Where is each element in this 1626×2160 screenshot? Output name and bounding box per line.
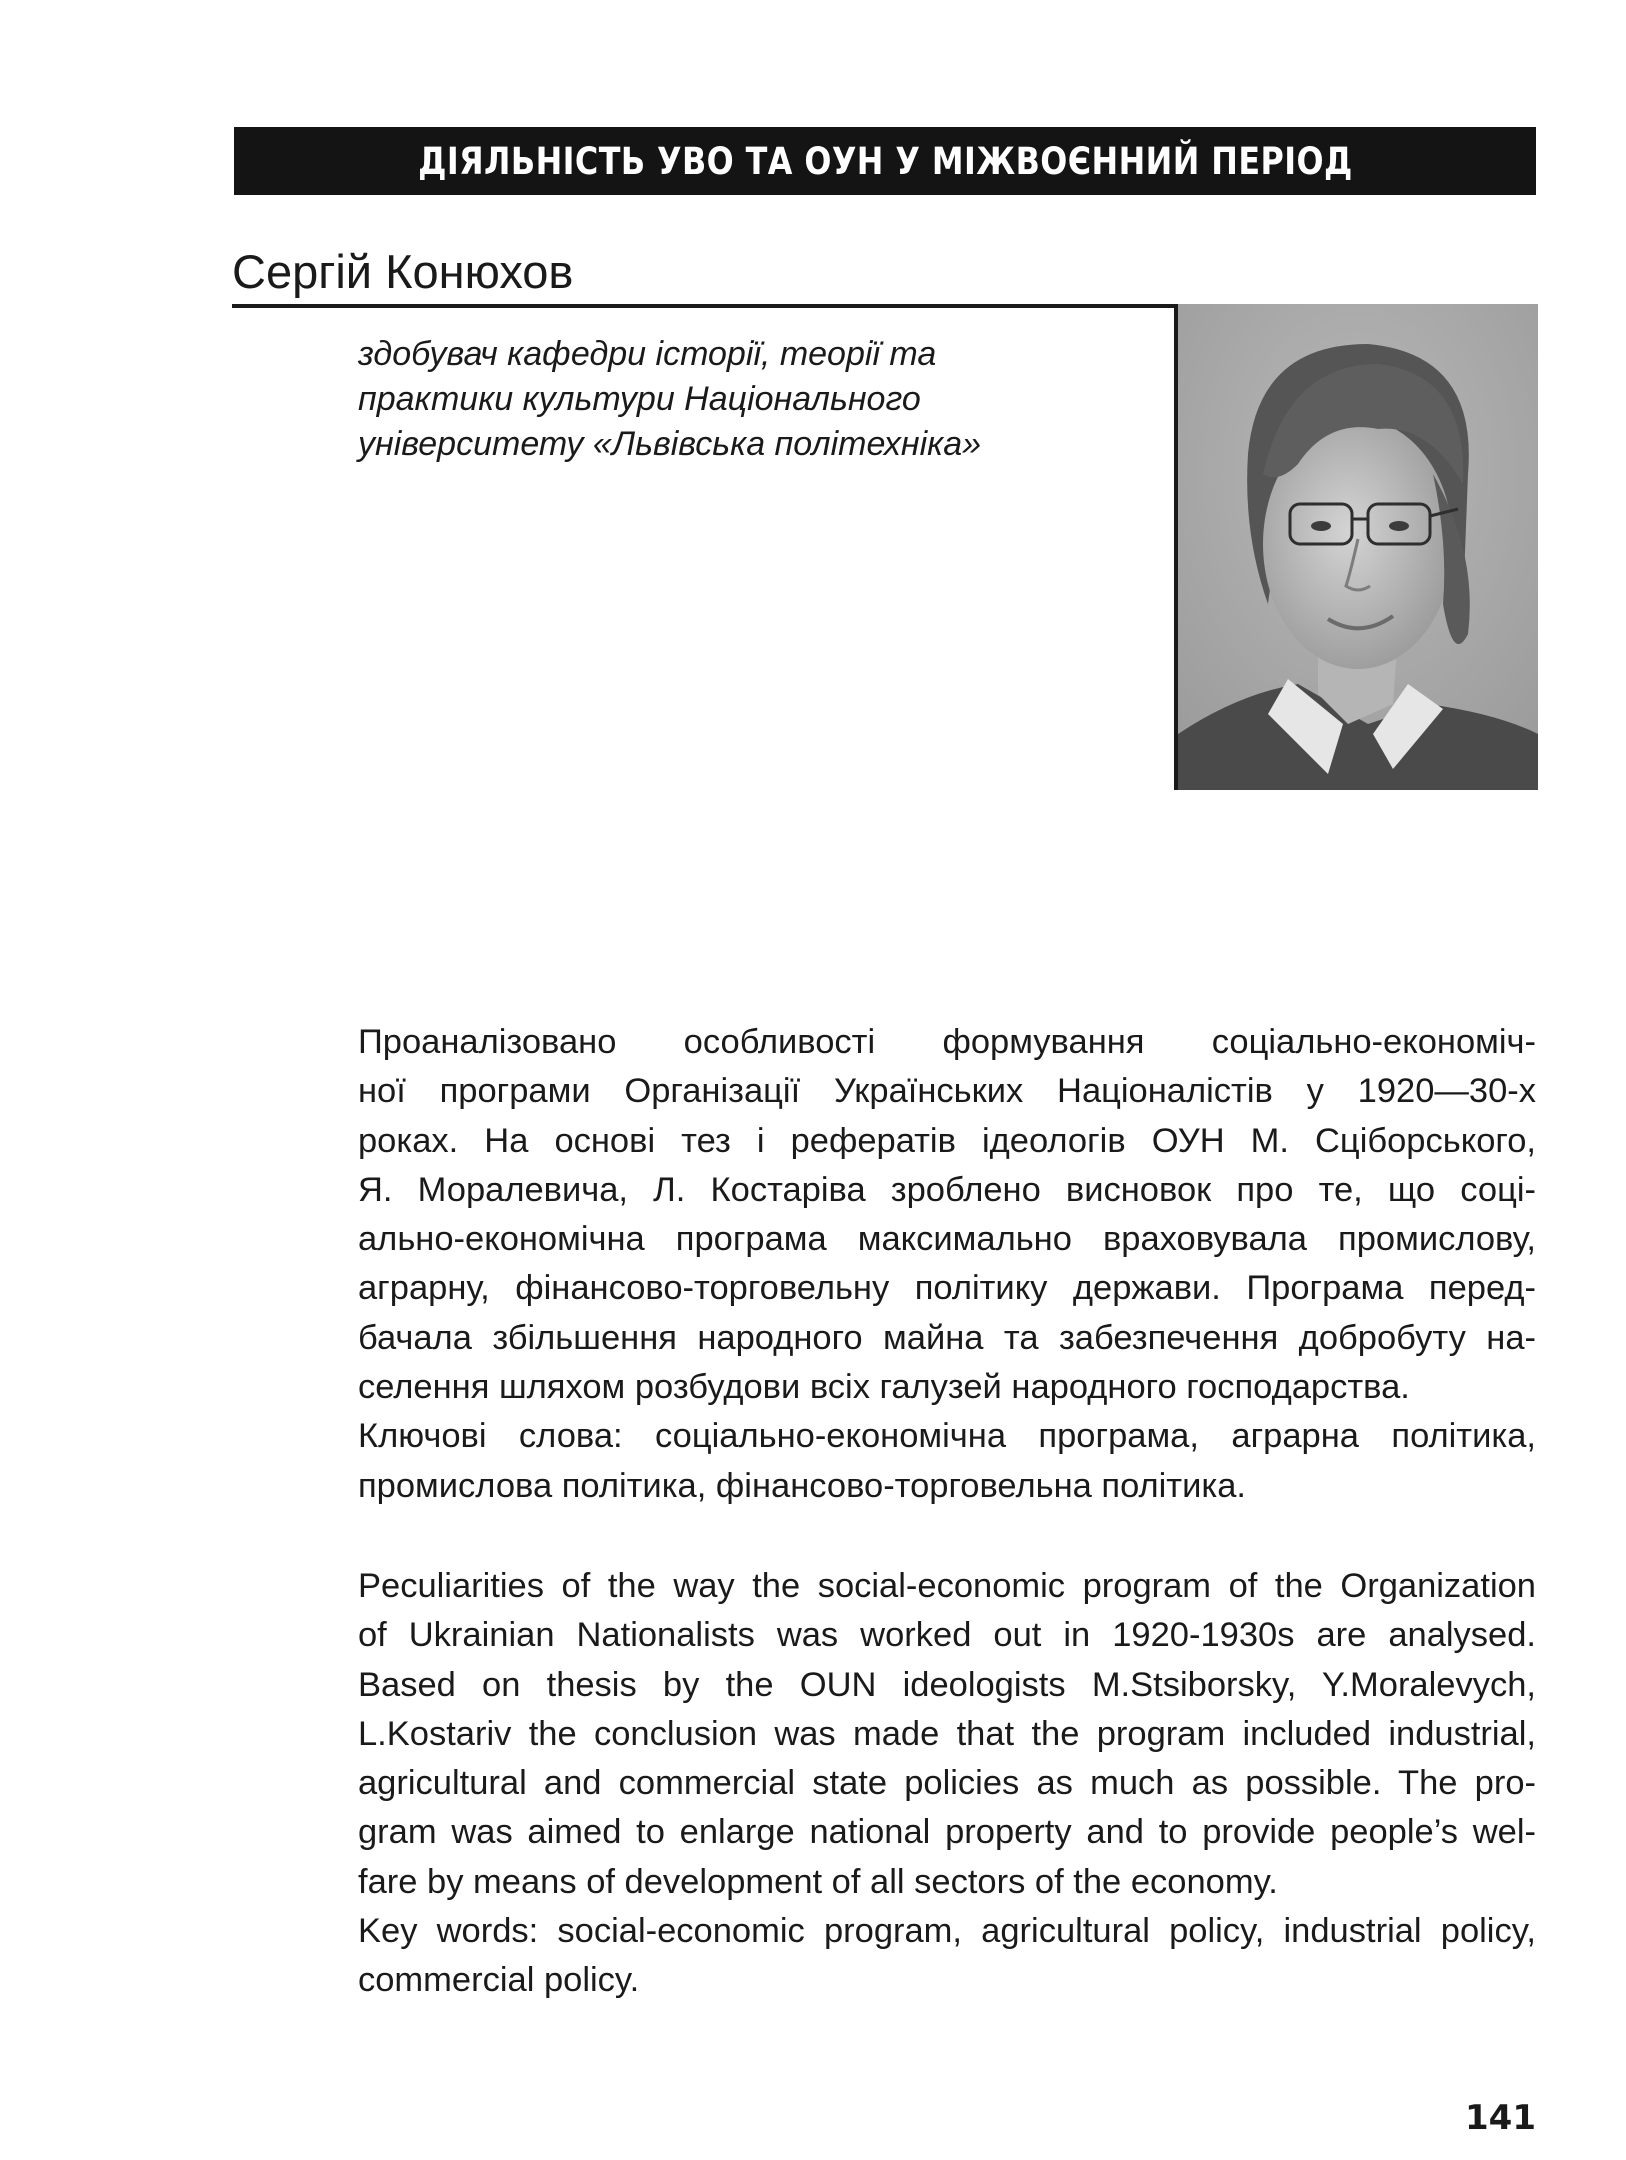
- author-portrait-image: [1178, 304, 1538, 790]
- page-number: 141: [1465, 2098, 1536, 2138]
- abstract-line: gram was aimed to enlarge national property and to provide people’s wel-: [358, 1813, 1536, 1852]
- abstract-line: ально-економічна програма максимально враховувала промислову,: [358, 1220, 1536, 1259]
- abstract-line: аграрну, фінансово-торговельну політику держави. Програма перед-: [358, 1269, 1536, 1308]
- abstract-line: L.Kostariv the conclusion was made that the program included industrial,: [358, 1714, 1536, 1753]
- abstract-line: agricultural and commercial state policies as much as possible. The pro-: [358, 1764, 1536, 1803]
- affiliation-line: університету «Львівська політехніка»: [358, 425, 982, 463]
- keywords-line: commercial policy.: [358, 1961, 640, 2000]
- abstract-line: Я. Моралевича, Л. Костаріва зроблено висновок про те, що соці-: [358, 1170, 1536, 1209]
- author-name: Сергій Конюхов: [232, 245, 574, 298]
- abstract-line: Проаналізовано особливості формування соціально-економіч-: [358, 1023, 1536, 1061]
- abstract-line: Based on thesis by the OUN ideologists M.Stsiborsky, Y.Moralevych,: [358, 1665, 1536, 1704]
- abstract-line: ної програми Організації Українських Націоналістів у 1920—30-х: [358, 1072, 1536, 1111]
- abstract-line: селення шляхом розбудови всіх галузей народного господарства.: [358, 1368, 1410, 1407]
- keywords-line: Ключові слова: соціально-економічна програма, аграрна політика,: [358, 1417, 1536, 1456]
- author-name-divider: [232, 304, 1202, 308]
- abstract-line: of Ukrainian Nationalists was worked out in 1920-1930s are analysed.: [358, 1616, 1536, 1655]
- abstract-english: [358, 1562, 1536, 2006]
- abstract-line: Peculiarities of the way the social-economic program of the Organization: [358, 1567, 1536, 1605]
- author-photo: [1174, 304, 1538, 790]
- keywords-line: Key words: social-economic program, agricultural policy, industrial policy,: [358, 1912, 1536, 1951]
- affiliation-line: практики культури Національного: [358, 380, 921, 418]
- abstract-ukrainian: [358, 1018, 1536, 1511]
- section-title-banner: [234, 127, 1536, 195]
- section-title: ДІЯЛЬНІСТЬ УВО ТА ОУН У МІЖВОЄННИЙ ПЕРІОД: [417, 139, 1353, 183]
- author-affiliation: [358, 332, 1058, 467]
- abstract-line: fare by means of development of all sectors of the economy.: [358, 1862, 1278, 1901]
- abstract-line: роках. На основі тез і рефератів ідеологів ОУН М. Сціборського,: [358, 1121, 1536, 1160]
- keywords-line: промислова політика, фінансово-торговельна політика.: [358, 1466, 1247, 1505]
- affiliation-line: здобувач кафедри історії, теорії та: [358, 335, 937, 373]
- abstract-line: бачала збільшення народного майна та забезпечення добробуту на-: [358, 1318, 1536, 1357]
